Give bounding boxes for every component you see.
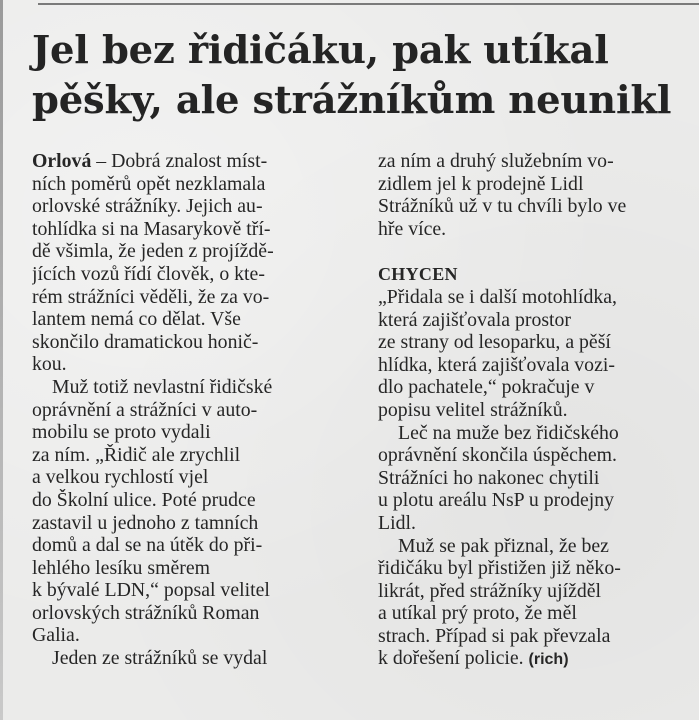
author-signature: (rich) bbox=[528, 651, 569, 669]
text-line: za ním a druhý služebním vo- bbox=[378, 150, 614, 172]
text-line: Leč na muže bez řidičského bbox=[398, 421, 619, 444]
text-line: zidlem jel k prodejně Lidl bbox=[378, 172, 584, 195]
text-line: dě všimla, že jeden z projíždě- bbox=[32, 240, 274, 263]
text-line: do Školní ulice. Poté prudce bbox=[32, 488, 256, 511]
headline-line: pěšky, ale strážníkům neunikl bbox=[32, 78, 672, 123]
text-line: k bývalé LDN,“ popsal velitel bbox=[32, 579, 270, 602]
article-headline bbox=[32, 26, 697, 126]
text-line: tohlídka si na Masarykově tří- bbox=[32, 217, 271, 240]
text-line: „Přidala se i další motohlídka, bbox=[378, 285, 617, 308]
text-line: zastavil u jednoho z tamních bbox=[32, 511, 259, 534]
text-line: rém strážníci věděli, že za vo- bbox=[32, 285, 270, 308]
text-fragment: – Dobrá znalost míst- bbox=[96, 150, 268, 172]
section-subheading: CHYCEN bbox=[378, 264, 458, 285]
text-line: hlídka, která zajišťovala vozi- bbox=[378, 353, 615, 376]
text-line: skončilo dramatickou honič- bbox=[32, 330, 259, 353]
clipping-edge bbox=[0, 0, 3, 720]
text-line: a utíkal prý proto, že měl bbox=[378, 602, 577, 625]
text-line: oprávnění a strážníci v auto- bbox=[32, 398, 258, 421]
text-line: a velkou rychlostí vjel bbox=[32, 466, 209, 489]
article-column-left bbox=[32, 150, 362, 670]
text-line: oprávnění skončila úspěchem. bbox=[378, 444, 617, 467]
text-line: Lidl. bbox=[378, 511, 416, 534]
text-line: lehlého lesíku směrem bbox=[32, 556, 210, 579]
dateline-location: Orlová bbox=[32, 150, 92, 172]
text-line: domů a dal se na útěk do při- bbox=[32, 534, 263, 557]
text-line: řidičáku byl přistižen již něko- bbox=[378, 557, 621, 580]
text-line: strach. Případ si pak převzala bbox=[378, 624, 611, 647]
text-line: u plotu areálu NsP u prodejny bbox=[378, 489, 615, 512]
text-line: lantem nemá co dělat. Vše bbox=[32, 308, 241, 331]
text-line: Muž totiž nevlastní řidičské bbox=[52, 375, 273, 398]
text-line: orlovských strážníků Roman bbox=[32, 601, 260, 624]
text-line: Jeden ze strážníků se vydal bbox=[52, 647, 268, 670]
text-line: za ním. „Řidič ale zrychlil bbox=[32, 443, 241, 466]
headline-line: Jel bez řidičáku, pak utíkal bbox=[32, 28, 609, 73]
text-line: ze strany od lesoparku, a pěší bbox=[378, 331, 611, 354]
text-fragment: k dořešení policie. bbox=[378, 647, 524, 670]
article-column-right bbox=[378, 150, 698, 672]
text-line: likrát, před strážníky ujížděl bbox=[378, 579, 602, 602]
top-rule bbox=[38, 3, 699, 5]
text-line bbox=[378, 647, 698, 672]
text-line: Strážníků už v tu chvíli bylo ve bbox=[378, 195, 627, 218]
text-line bbox=[32, 150, 362, 173]
text-line: Strážníci ho nakonec chytili bbox=[378, 466, 600, 489]
text-line: hře více. bbox=[378, 217, 447, 240]
text-line: Muž se pak přiznal, že bez bbox=[398, 534, 609, 557]
text-line: která zajišťovala prostor bbox=[378, 308, 572, 331]
text-line: kou. bbox=[32, 353, 67, 376]
paragraph-gap bbox=[378, 240, 698, 263]
text-line: ních poměrů opět nezklamala bbox=[32, 172, 266, 195]
text-line: popisu velitel strážníků. bbox=[378, 398, 568, 421]
text-line: jících vozů řídí člověk, o kte- bbox=[32, 262, 265, 285]
text-line: mobilu se proto vydali bbox=[32, 421, 211, 444]
text-line: Galia. bbox=[32, 624, 80, 647]
text-line: orlovské strážníky. Jejich au- bbox=[32, 195, 263, 218]
text-line: dlo pachatele,“ pokračuje v bbox=[378, 376, 595, 399]
